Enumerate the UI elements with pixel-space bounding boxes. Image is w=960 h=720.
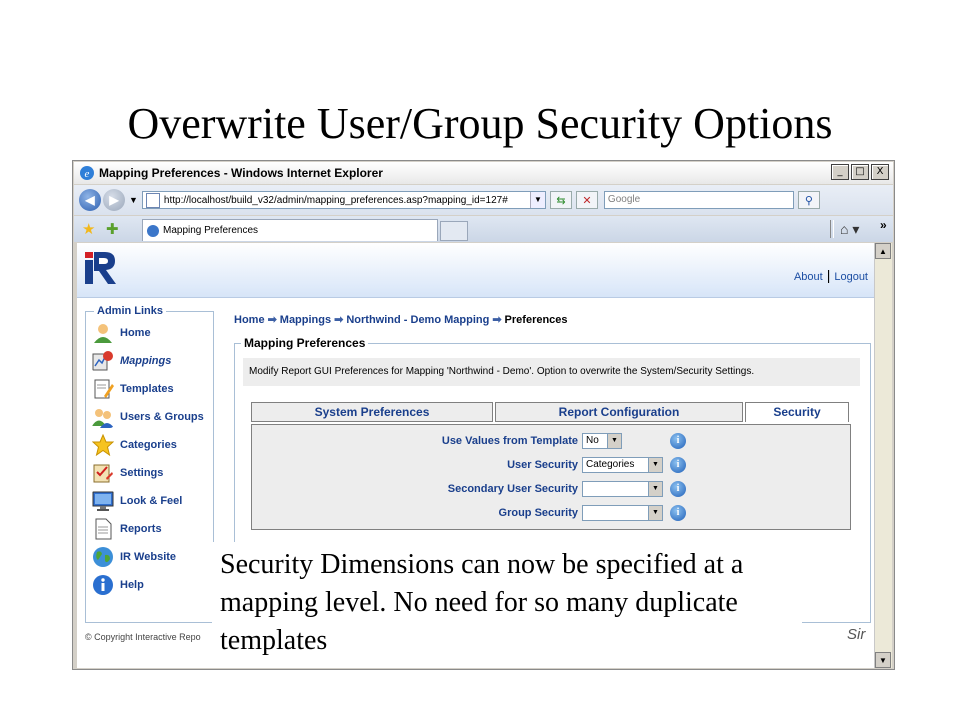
- user-security-select[interactable]: [582, 457, 663, 473]
- info-icon[interactable]: i: [670, 457, 686, 473]
- scroll-down-icon[interactable]: ▼: [875, 652, 891, 668]
- sidebar-item-settings[interactable]: [92, 462, 163, 484]
- star-icon: [92, 434, 114, 456]
- close-button[interactable]: X: [871, 164, 889, 180]
- sidebar-item-home[interactable]: [92, 322, 151, 344]
- chevron-down-icon: ▼: [648, 482, 662, 496]
- forward-button[interactable]: ▶: [103, 189, 125, 211]
- back-button[interactable]: ◀: [79, 189, 101, 211]
- group-security-select[interactable]: [582, 505, 663, 521]
- sidebar-item-label: Users & Groups: [120, 411, 204, 423]
- search-input[interactable]: Google: [604, 191, 794, 209]
- callout-text: Security Dimensions can now be specified at a mapping level. No need for so many duplicate templates: [212, 542, 802, 666]
- setting-row: [252, 455, 850, 475]
- logout-link[interactable]: Logout: [834, 271, 868, 283]
- scroll-up-icon[interactable]: ▲: [875, 243, 891, 259]
- sidebar-item-label: Reports: [120, 523, 162, 535]
- tab-row: [74, 216, 893, 242]
- breadcrumb-arrow-icon: ➡: [334, 314, 344, 326]
- sidebar-item-label: IR Website: [120, 551, 177, 563]
- address-text[interactable]: http://localhost/build_v32/admin/mapping_preferences.asp?mapping_id=127#: [163, 194, 508, 206]
- setting-label: User Security: [507, 459, 578, 471]
- chevron-down-icon: ▼: [607, 434, 621, 448]
- sidebar-item-ir-website[interactable]: [92, 546, 176, 568]
- select-value: No: [586, 435, 599, 446]
- tab-security[interactable]: Security: [745, 402, 849, 422]
- breadcrumb-current: Preferences: [504, 314, 568, 326]
- sidebar-item-help[interactable]: [92, 574, 144, 596]
- sidebar-item-mappings[interactable]: [92, 350, 171, 372]
- info-icon[interactable]: i: [670, 433, 686, 449]
- sidebar-item-label: Mappings: [120, 355, 172, 367]
- search-button[interactable]: ⚲: [798, 191, 820, 209]
- sidebar-item-label: Help: [120, 579, 144, 591]
- admin-links-panel: [85, 305, 214, 623]
- sidebar-item-label: Home: [120, 327, 151, 339]
- ie-page-icon: [147, 225, 159, 237]
- info-icon[interactable]: i: [670, 505, 686, 521]
- breadcrumb-home[interactable]: Home: [234, 314, 265, 326]
- setting-row: [252, 503, 850, 523]
- report-icon: [92, 518, 114, 540]
- header-separator: |: [826, 267, 831, 283]
- chevron-down-icon: ▼: [648, 458, 662, 472]
- tab-report-configuration[interactable]: Report Configuration: [495, 402, 743, 422]
- favorites-star-icon[interactable]: ★: [82, 221, 96, 238]
- info-icon[interactable]: i: [670, 481, 686, 497]
- new-tab-button[interactable]: [440, 221, 468, 241]
- user-icon: [92, 322, 114, 344]
- sidebar-item-label: Templates: [120, 383, 174, 395]
- toolbar-separator: [830, 220, 834, 238]
- site-header: [77, 243, 874, 298]
- mapping-icon: [92, 350, 114, 372]
- sidebar-item-templates[interactable]: [92, 378, 174, 400]
- sidebar-item-look-feel[interactable]: [92, 490, 182, 512]
- add-favorite-icon[interactable]: ✚: [106, 221, 119, 238]
- template-icon: [92, 378, 114, 400]
- secondary-user-security-select[interactable]: [582, 481, 663, 497]
- sidebar-item-categories[interactable]: [92, 434, 177, 456]
- stop-button[interactable]: ✕: [576, 191, 598, 209]
- globe-icon: [92, 546, 114, 568]
- breadcrumb-arrow-icon: ➡: [492, 314, 502, 326]
- breadcrumb-arrow-icon: ➡: [267, 314, 277, 326]
- sidebar-item-users-groups[interactable]: [92, 406, 204, 428]
- sidebar-item-label: Settings: [120, 467, 164, 479]
- setting-label: Use Values from Template: [441, 435, 578, 447]
- info-icon: [92, 574, 114, 596]
- maximize-button[interactable]: □: [851, 164, 869, 180]
- use-template-select[interactable]: [582, 433, 622, 449]
- admin-links-title: Admin Links: [94, 305, 166, 317]
- footer-sir-text: Sir: [847, 626, 866, 643]
- preference-tabs: [251, 402, 851, 422]
- window-title: Mapping Preferences - Windows Internet Explorer: [99, 166, 383, 180]
- mapping-preferences-title: Mapping Preferences: [241, 336, 368, 350]
- address-bar[interactable]: [142, 191, 546, 209]
- ie-logo-icon: [79, 165, 95, 181]
- sidebar-item-label: Look & Feel: [120, 495, 183, 507]
- chevron-more-icon[interactable]: »: [880, 218, 887, 232]
- app-logo: [85, 250, 117, 286]
- minimize-button[interactable]: _: [831, 164, 849, 180]
- window-titlebar: [74, 162, 893, 184]
- page-icon: [146, 193, 160, 208]
- sidebar-item-label: Categories: [120, 439, 177, 451]
- refresh-button[interactable]: ⇆: [550, 191, 572, 209]
- copyright-text: © Copyright Interactive Repo: [85, 632, 201, 642]
- setting-row: [252, 479, 850, 499]
- tab-mapping-preferences[interactable]: [142, 219, 438, 241]
- setting-label: Group Security: [498, 507, 578, 519]
- setting-label: Secondary User Security: [447, 483, 578, 495]
- breadcrumb-mappings[interactable]: Mappings: [279, 314, 332, 326]
- tab-label: Mapping Preferences: [163, 225, 259, 236]
- settings-icon: [92, 462, 114, 484]
- address-dropdown-icon[interactable]: ▼: [530, 192, 545, 208]
- home-icon[interactable]: ⌂ ▾: [840, 221, 860, 237]
- slide-title: Overwrite User/Group Security Options: [127, 99, 833, 148]
- security-settings-panel: [251, 424, 851, 530]
- mapping-description: Modify Report GUI Preferences for Mapping 'Northwind - Demo'. Option to overwrite the System/Security Settings.: [243, 358, 860, 386]
- vertical-scrollbar[interactable]: [874, 243, 892, 668]
- svg-text:e: e: [84, 168, 90, 180]
- about-link[interactable]: About: [793, 271, 823, 283]
- breadcrumb: [234, 313, 568, 326]
- sidebar-item-reports[interactable]: [92, 518, 162, 540]
- history-dropdown-icon[interactable]: ▼: [129, 195, 138, 205]
- monitor-icon: [92, 490, 114, 512]
- chevron-down-icon: ▼: [648, 506, 662, 520]
- setting-row: [252, 431, 850, 451]
- address-row: [74, 185, 893, 215]
- tab-system-preferences[interactable]: System Preferences: [251, 402, 493, 422]
- select-value: Categories: [586, 459, 635, 470]
- users-icon: [92, 406, 114, 428]
- breadcrumb-mapping[interactable]: Northwind - Demo Mapping: [346, 314, 490, 326]
